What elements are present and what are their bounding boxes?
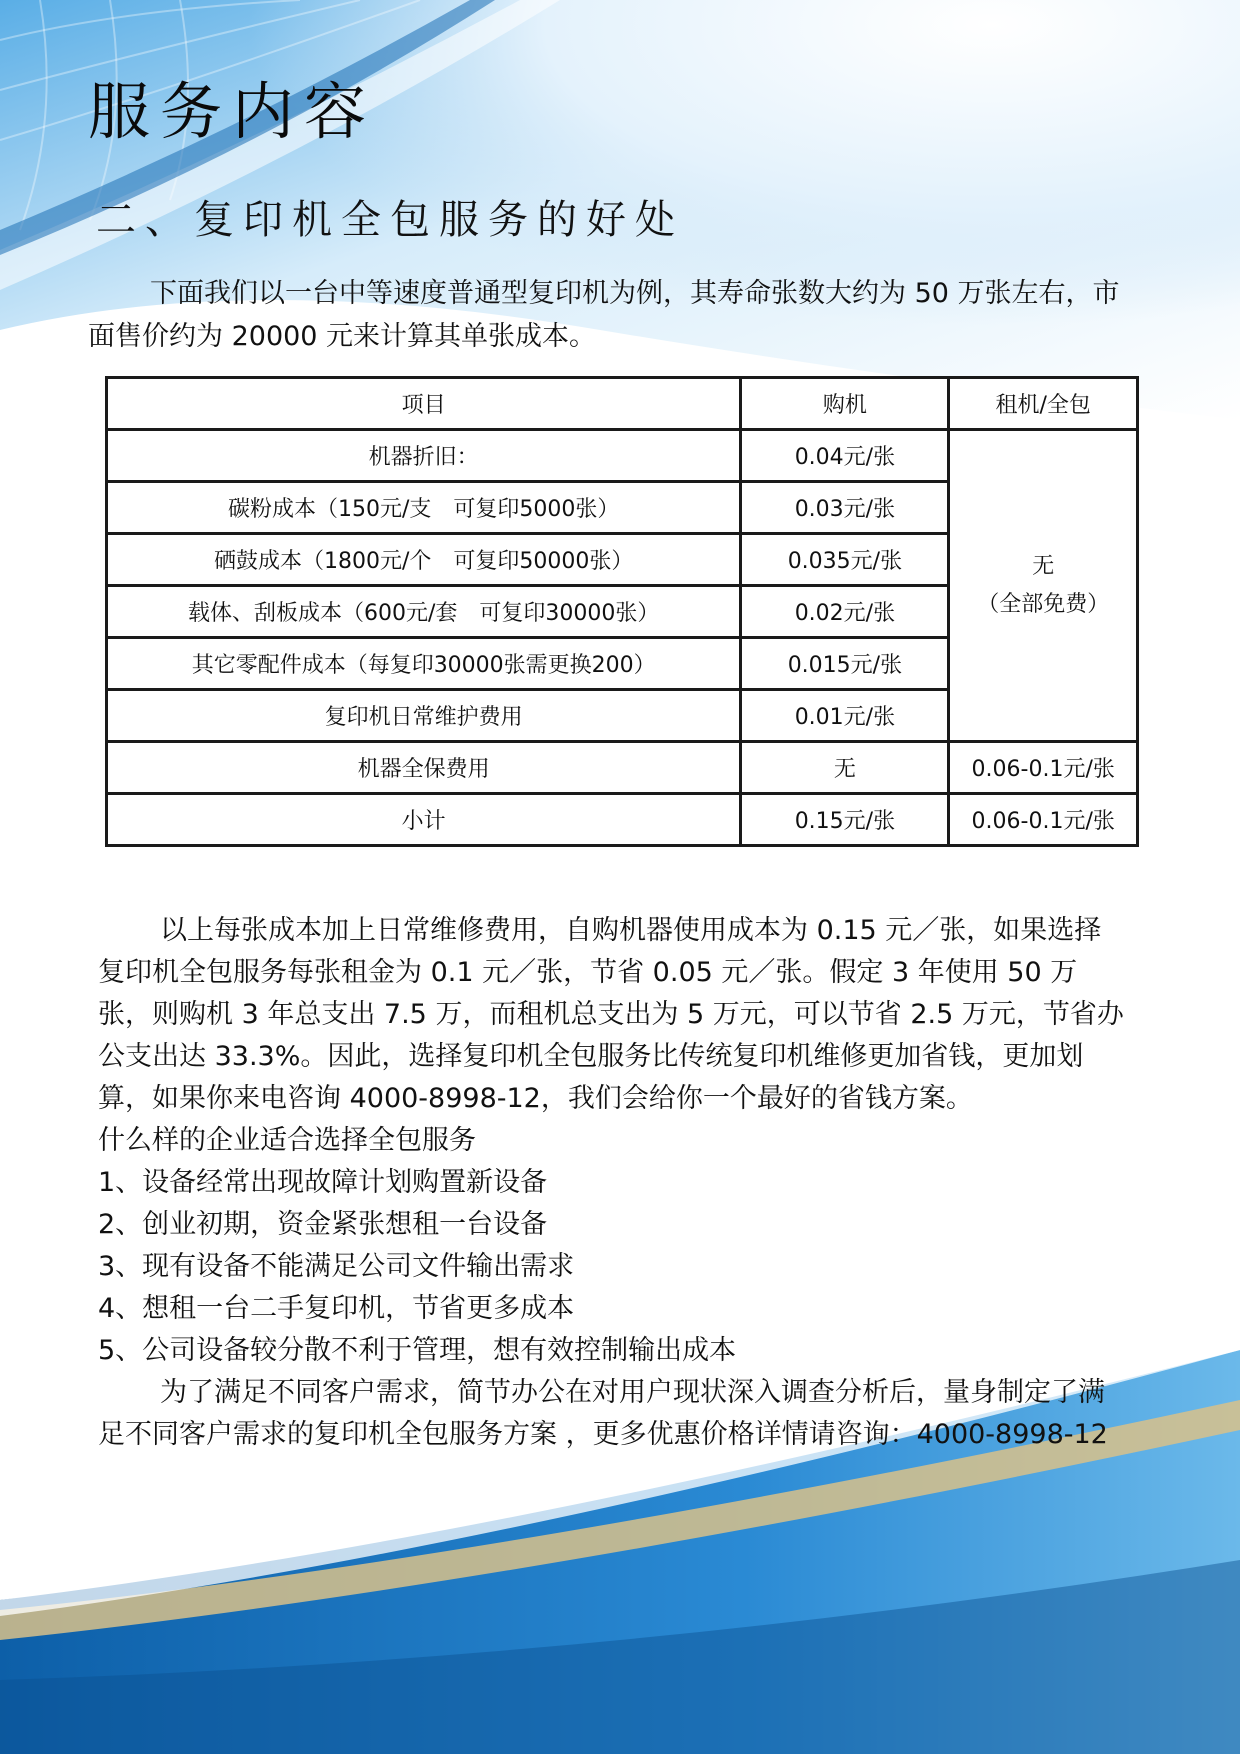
row-buy-cost: 0.02元/张 (741, 586, 949, 638)
header-item: 项目 (107, 378, 741, 430)
subtotal-buy: 0.15元/张 (741, 794, 949, 846)
insurance-buy: 无 (741, 742, 949, 794)
cost-comparison-table (105, 376, 1139, 847)
row-item: 碳粉成本（150元/支 可复印5000张） (107, 482, 741, 534)
row-item: 载体、刮板成本（600元/套 可复印30000张） (107, 586, 741, 638)
section-title: 二、复印机全包服务的好处 (96, 197, 684, 243)
subtotal-rent: 0.06-0.1元/张 (949, 794, 1138, 846)
row-buy-cost: 0.015元/张 (741, 638, 949, 690)
rent-free-cell (949, 430, 1138, 742)
header-rent: 租机/全包 (949, 378, 1138, 430)
row-item: 机器折旧： (107, 430, 741, 482)
row-item: 复印机日常维护费用 (107, 690, 741, 742)
cost-summary-paragraph: 以上每张成本加上日常维修费用，自购机器使用成本为 0.15 元／张，如果选择复印机全包服务每张租金为 0.1 元／张，节省 0.05 元／张。假定 3 年使用 50 万张，则购机 3 年总支出 7.5 万，而租机总支出为 5 万元，可以节省 2.5 万元，节省办公支出达 33.3%。因此，选择复印机全包服务比传统复印机维修更加省钱，更加划算，如果你来电咨询 4000-8998-12，我们会给你一个最好的省钱方案。 (98, 915, 1124, 1114)
free-label: 无 (1032, 553, 1055, 579)
table-header-row (107, 378, 1138, 430)
subtotal-item: 小计 (107, 794, 741, 846)
header-buy: 购机 (741, 378, 949, 430)
list-item: 2、创业初期，资金紧张想租一台设备 (98, 1209, 548, 1240)
intro-paragraph: 下面我们以一台中等速度普通型复印机为例，其寿命张数大约为 50 万张左右，市面售价约为 20000 元来计算其单张成本。 (88, 278, 1120, 352)
insurance-row (107, 742, 1138, 794)
table-row (107, 430, 1138, 482)
insurance-rent: 0.06-0.1元/张 (949, 742, 1138, 794)
row-buy-cost: 0.04元/张 (741, 430, 949, 482)
list-item: 5、公司设备较分散不利于管理，想有效控制输出成本 (98, 1335, 737, 1366)
closing-paragraph: 为了满足不同客户需求，简节办公在对用户现状深入调查分析后，量身制定了满足不同客户需求的复印机全包服务方案 ，更多优惠价格详情请咨询：4000-8998-12 (98, 1377, 1108, 1450)
insurance-item: 机器全保费用 (107, 742, 741, 794)
row-buy-cost: 0.03元/张 (741, 482, 949, 534)
row-item: 其它零配件成本（每复印30000张需更换200） (107, 638, 741, 690)
row-buy-cost: 0.01元/张 (741, 690, 949, 742)
list-item: 4、想租一台二手复印机，节省更多成本 (98, 1293, 575, 1324)
subtotal-row (107, 794, 1138, 846)
list-item: 1、设备经常出现故障计划购置新设备 (98, 1167, 548, 1198)
list-item: 3、现有设备不能满足公司文件输出需求 (98, 1251, 575, 1282)
free-note: （全部免费） (977, 591, 1110, 617)
question-heading: 什么样的企业适合选择全包服务 (98, 1125, 476, 1156)
page-title: 服务内容 (88, 75, 377, 148)
row-buy-cost: 0.035元/张 (741, 534, 949, 586)
row-item: 硒鼓成本（1800元/个 可复印50000张） (107, 534, 741, 586)
body-text (98, 910, 1128, 1456)
